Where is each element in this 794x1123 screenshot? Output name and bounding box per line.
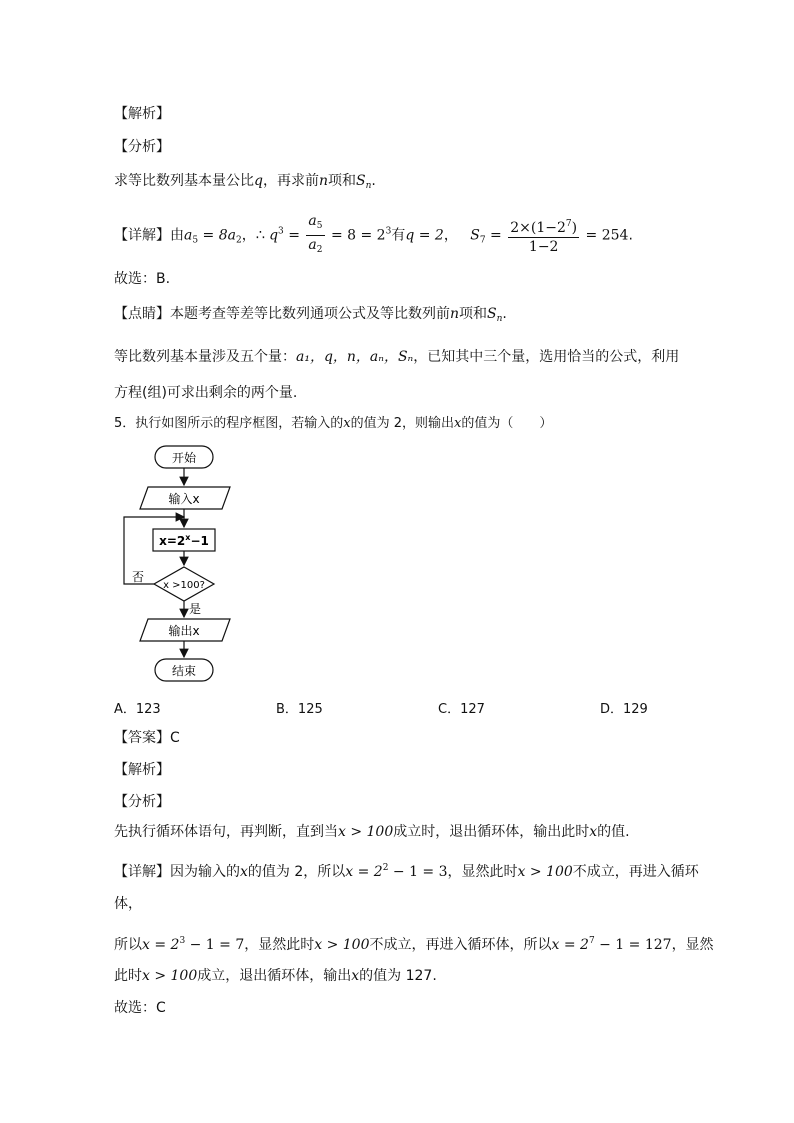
choice-c: C．127 — [438, 702, 485, 717]
note-line-1: 等比数列基本量涉及五个量：a₁，q，n，aₙ，Sₙ，已知其中三个量，选用恰当的公式，利用 — [114, 349, 680, 365]
start-label: 开始 — [171, 451, 197, 465]
input-label: 输入x — [168, 492, 200, 506]
choice-a: A．123 — [114, 702, 161, 717]
sum-fraction: $\frac{2\times(1-2^7)}{1-2}$ — [508, 215, 579, 256]
condition-label: x >100? — [163, 580, 205, 591]
jiexi-heading-2: 【解析】 — [114, 762, 170, 778]
flowchart — [118, 440, 258, 690]
analysis-text: 求等比数列基本量公比q，再求前n项和$S_n$. — [114, 173, 376, 191]
answer-tag: 【答案】C — [114, 730, 180, 746]
analysis-text-2: 先执行循环体语句，再判断，直到当x > 100成立时，退出循环体，输出此时x的值. — [114, 824, 630, 840]
detail-line-2: 体， — [114, 896, 142, 912]
choice-d: D．129 — [600, 702, 648, 717]
fenxi-heading-2: 【分析】 — [114, 794, 170, 810]
note-line-2: 方程(组)可求出剩余的两个量. — [114, 385, 298, 401]
choice-b: B．125 — [276, 702, 323, 717]
output-label: 输出x — [168, 624, 200, 638]
ratio-fraction: $\frac{a_5}{a_2}$ — [308, 213, 323, 255]
question-stem: 5．执行如图所示的程序框图，若输入的x的值为 2，则输出x的值为（ ） — [114, 416, 553, 431]
comment-text: 【点睛】本题考查等差等比数列通项公式及等比数列前n项和$S_n$. — [114, 306, 507, 324]
yes-label: 是 — [189, 602, 202, 616]
detail-line-1: 【详解】因为输入的x的值为 2，所以$x = 2^2 - 1 = 3$，显然此时x > 100不成立，再进入循环 — [114, 863, 699, 880]
fenxi-heading: 【分析】 — [114, 139, 170, 155]
answer-line-1: 故选：B. — [114, 271, 171, 287]
jiexi-heading: 【解析】 — [114, 106, 170, 122]
detail-text: 【详解】由$a_5 = 8a_2$，∴ $q^3$ = $\frac{a_5}{a_2}$ = $8 = 2^3$有q = 2， $S_7$ = $\frac{2\times(1-2^7)}{1-2}$ = 254. — [114, 212, 633, 259]
no-label: 否 — [132, 570, 145, 584]
assign-label: $x=2^x-1$ — [159, 533, 209, 548]
detail-line-3: 所以$x = 2^3 - 1 = 7$，显然此时x > 100不成立，再进入循环体，所以$x = 2^7 - 1 = 127$，显然 — [114, 936, 714, 953]
answer-line-2: 故选：C — [114, 1000, 166, 1016]
end-label: 结束 — [171, 664, 197, 678]
detail-line-4: 此时x > 100成立，退出循环体，输出x的值为 127. — [114, 968, 437, 984]
